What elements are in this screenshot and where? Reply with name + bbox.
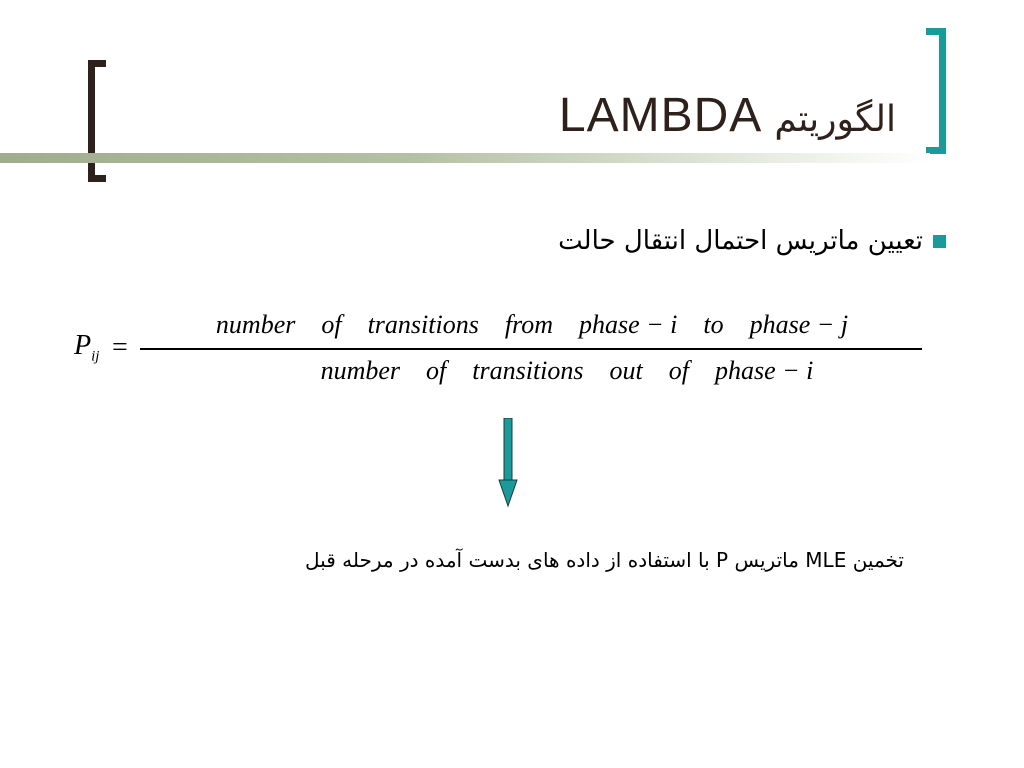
square-bullet-icon — [933, 235, 946, 248]
mle-estimation-note: تخمین MLE ماتریس P با استفاده از داده های بدست آمده در مرحله قبل — [305, 548, 904, 572]
formula-lhs-symbol: P — [74, 330, 92, 361]
formula-lhs-subscript: ij — [91, 348, 100, 365]
formula-denominator: number of transitions out of phase − i — [320, 356, 814, 385]
title-latin-text: LAMBDA — [558, 89, 763, 142]
left-bracket-decoration — [88, 60, 106, 182]
title-underline-bar — [0, 153, 930, 163]
bullet-item — [558, 226, 946, 256]
formula-numerator: number of transitions from phase − i to phase − j — [215, 310, 849, 339]
slide-title — [559, 88, 896, 152]
right-bracket-decoration — [926, 28, 946, 154]
formula-lhs — [74, 330, 99, 366]
bullet-text: تعیین ماتریس احتمال انتقال حالت — [558, 226, 923, 256]
fraction-line — [140, 348, 922, 350]
down-arrow-icon — [498, 418, 518, 508]
title-persian-text: الگوریتم — [774, 99, 896, 140]
transition-probability-formula — [72, 308, 932, 398]
formula-equals-sign: = — [112, 332, 128, 363]
